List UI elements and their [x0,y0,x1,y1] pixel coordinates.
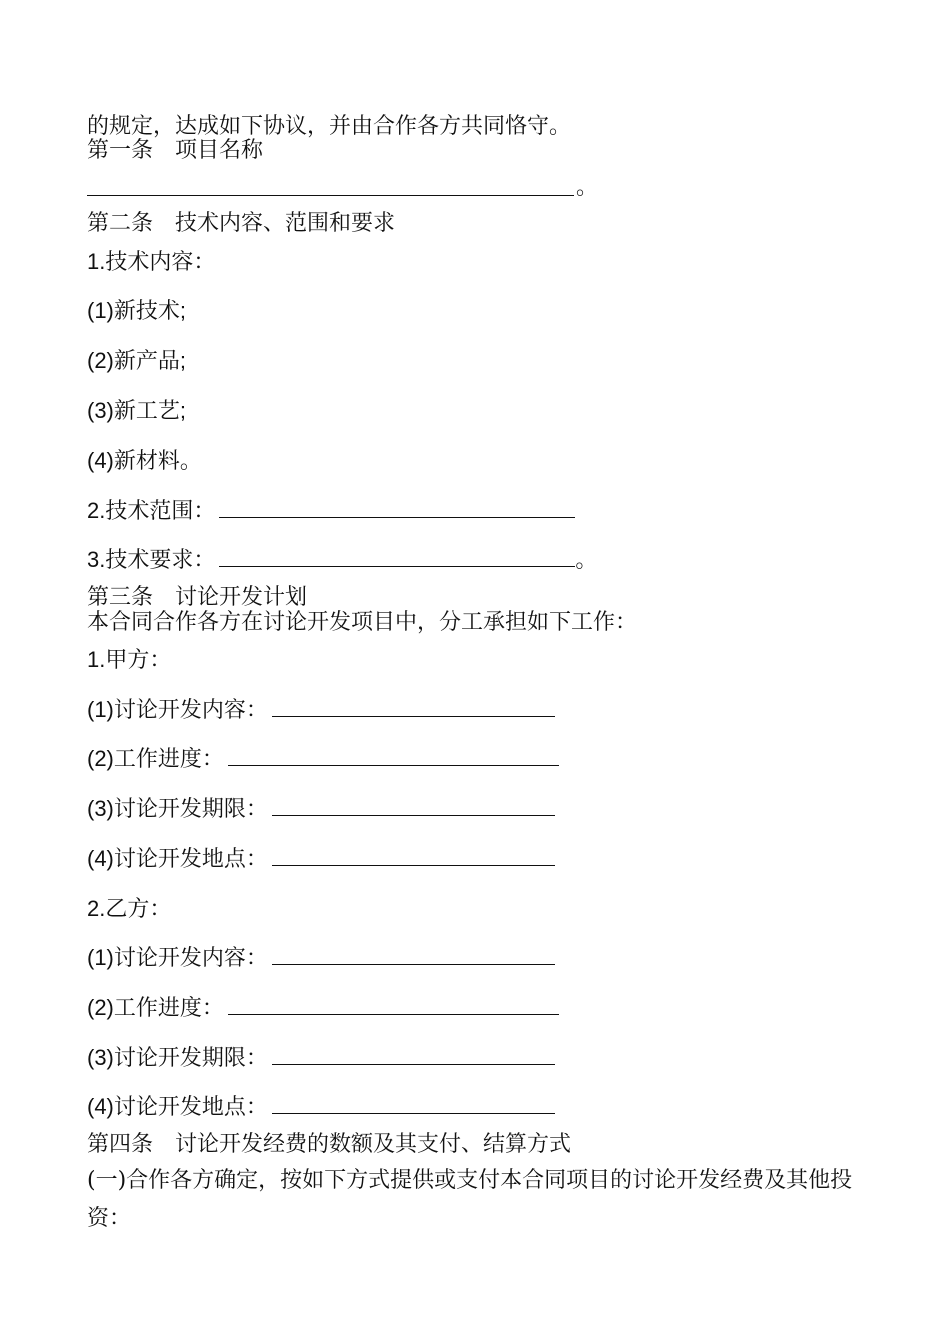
article3-intro: 本合同合作各方在讨论开发项目中，分工承担如下工作： [87,610,638,635]
party-a-label: 1.甲方： [87,647,172,672]
field-blank [272,1044,555,1065]
article4-title: 第四条 讨论开发经费的数额及其支付、结算方式 [87,1132,572,1157]
field-blank [228,994,559,1015]
list-item: (2)新产品; [87,348,187,373]
article3-title: 第三条 讨论开发计划 [87,585,308,610]
field-label: (3)讨论开发期限： [87,796,268,821]
list-item: (3)新工艺; [87,398,187,423]
field-label: (2)工作进度： [87,995,224,1020]
project-name-period: 。 [576,175,599,200]
field-label: (1)讨论开发内容： [87,945,268,970]
intro-tail-text: 的规定，达成如下协议，并由合作各方共同恪守。 [87,114,572,139]
party-b-field-row [87,944,555,972]
party-b-field-row [87,994,559,1022]
field-label: (2)工作进度： [87,746,224,771]
tech-scope-blank [219,497,575,518]
field-blank [272,795,555,816]
field-label: (4)讨论开发地点： [87,846,268,871]
list-item: (1)新技术; [87,298,187,323]
tech-req-period: 。 [575,547,598,572]
tech-scope-row [87,497,575,525]
tech-req-row [87,546,597,574]
field-blank [228,745,559,766]
article2-title: 第二条 技术内容、范围和要求 [87,211,396,236]
party-a-field-row [87,795,555,823]
tech-req-label: 3.技术要求： [87,547,216,572]
field-blank [272,696,555,717]
tech-scope-label: 2.技术范围： [87,498,216,523]
party-a-field-row [87,745,559,773]
party-a-field-row [87,845,555,873]
party-b-label: 2.乙方： [87,896,172,921]
article1-title: 第一条 项目名称 [87,138,264,163]
field-blank [272,1093,555,1114]
tech-content-label: 1.技术内容： [87,249,216,274]
article4-clause1: (一)合作各方确定，按如下方式提供或支付本合同项目的讨论开发经费及其他投资： [87,1168,853,1231]
list-item: (4)新材料。 [87,448,202,473]
field-label: (1)讨论开发内容： [87,697,268,722]
field-label: (3)讨论开发期限： [87,1045,268,1070]
party-b-field-row [87,1093,555,1121]
party-a-field-row [87,696,555,724]
project-name-blank [87,175,574,196]
field-label: (4)讨论开发地点： [87,1094,268,1119]
field-blank [272,845,555,866]
field-blank [272,944,555,965]
tech-req-blank [219,546,575,567]
party-b-field-row [87,1044,555,1072]
